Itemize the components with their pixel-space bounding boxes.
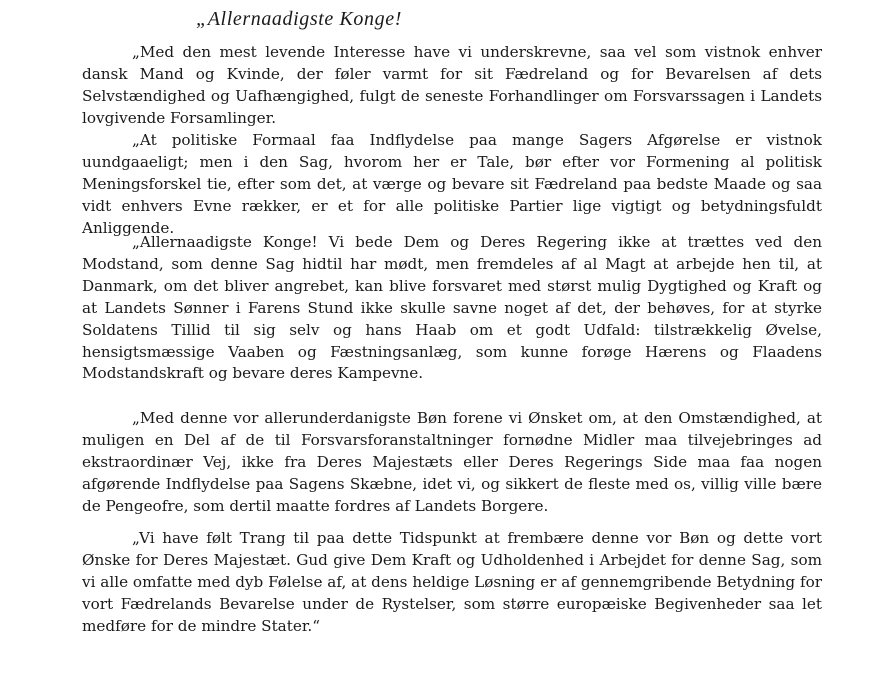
paragraph-interest: „Med den mest levende Interesse have vi underskrevne, saa vel som vistnok enhver dansk Mand og Kvinde, der føler varmt for sit Fædreland og for Bevarelsen af dets Selvstændighed og Uafhængighed, fulgt de seneste Forhandlinger om Forsvarssagen i Landets lovgivende Forsamlinger. <box>82 43 822 127</box>
paragraph-plea-to-king: „Allernaadigste Konge! Vi bede Dem og Deres Regering ikke at trættes ved den Modstand, som denne Sag hidtil har mødt, men fremdeles af al Magt at arbejde hen til, at Danmark, om det bliver angrebet, kan blive forsvaret med størst mulig Dygtighed og Kraft og at Landets Sønner i Farens Stund ikke skulle savne noget af det, der behøves, for at styrke Soldatens Tillid til sig selv og hans Haab om et godt Udfald: tilstrækkelig Øvelse, hensigtsmæssige Vaaben og Fæstningsanlæg, som kunne forøge Hærens og Flaadens Modstandskraft og bevare deres Kampevne. <box>82 233 822 383</box>
paragraph-funding: „Med denne vor allerunderdanigste Bøn forene vi Ønsket om, at den Omstændighed, at muligen en Del af de til Forsvarsforanstaltninger fornødne Midler maa tilvejebringes ad ekstraordinær Vej, ikke fra Deres Majestæts eller Deres Regerings Side maa faa nogen afgørende Indflydelse paa Sagens Skæbne, idet vi, og sikkert de fleste med os, villig ville bære de Pengeofre, som dertil maatte fordres af Landets Borgere. <box>82 409 822 515</box>
paragraph-closing: „Vi have følt Trang til paa dette Tidspunkt at frembære denne vor Bøn og dette vort Ønske for Deres Majestæt. Gud give Dem Kraft og Udholdenhed i Arbejdet for denne Sag, som vi alle omfatte med dyb Følelse af, at dens heldige Løsning er af gennemgribende Betydning for vort Fædrelands Bevarelse under de Rystelser, som større europæiske Begivenheder saa let medføre for de mindre Stater.“ <box>82 529 822 635</box>
paragraph-political-aims: „At politiske Formaal faa Indflydelse paa mange Sagers Afgørelse er vistnok uundgaaeligt; men i den Sag, hvorom her er Tale, bør efter vor Formening al politisk Meningsforskel tie, efter som det, at værge og bevare sit Fædreland paa bedste Maade og saa vidt enhvers Evne rækker, er et for alle politiske Partier lige vigtigt og betydningsfuldt Anliggende. <box>82 131 822 237</box>
salutation-heading: „Allernaadigste Konge! <box>196 8 402 30</box>
